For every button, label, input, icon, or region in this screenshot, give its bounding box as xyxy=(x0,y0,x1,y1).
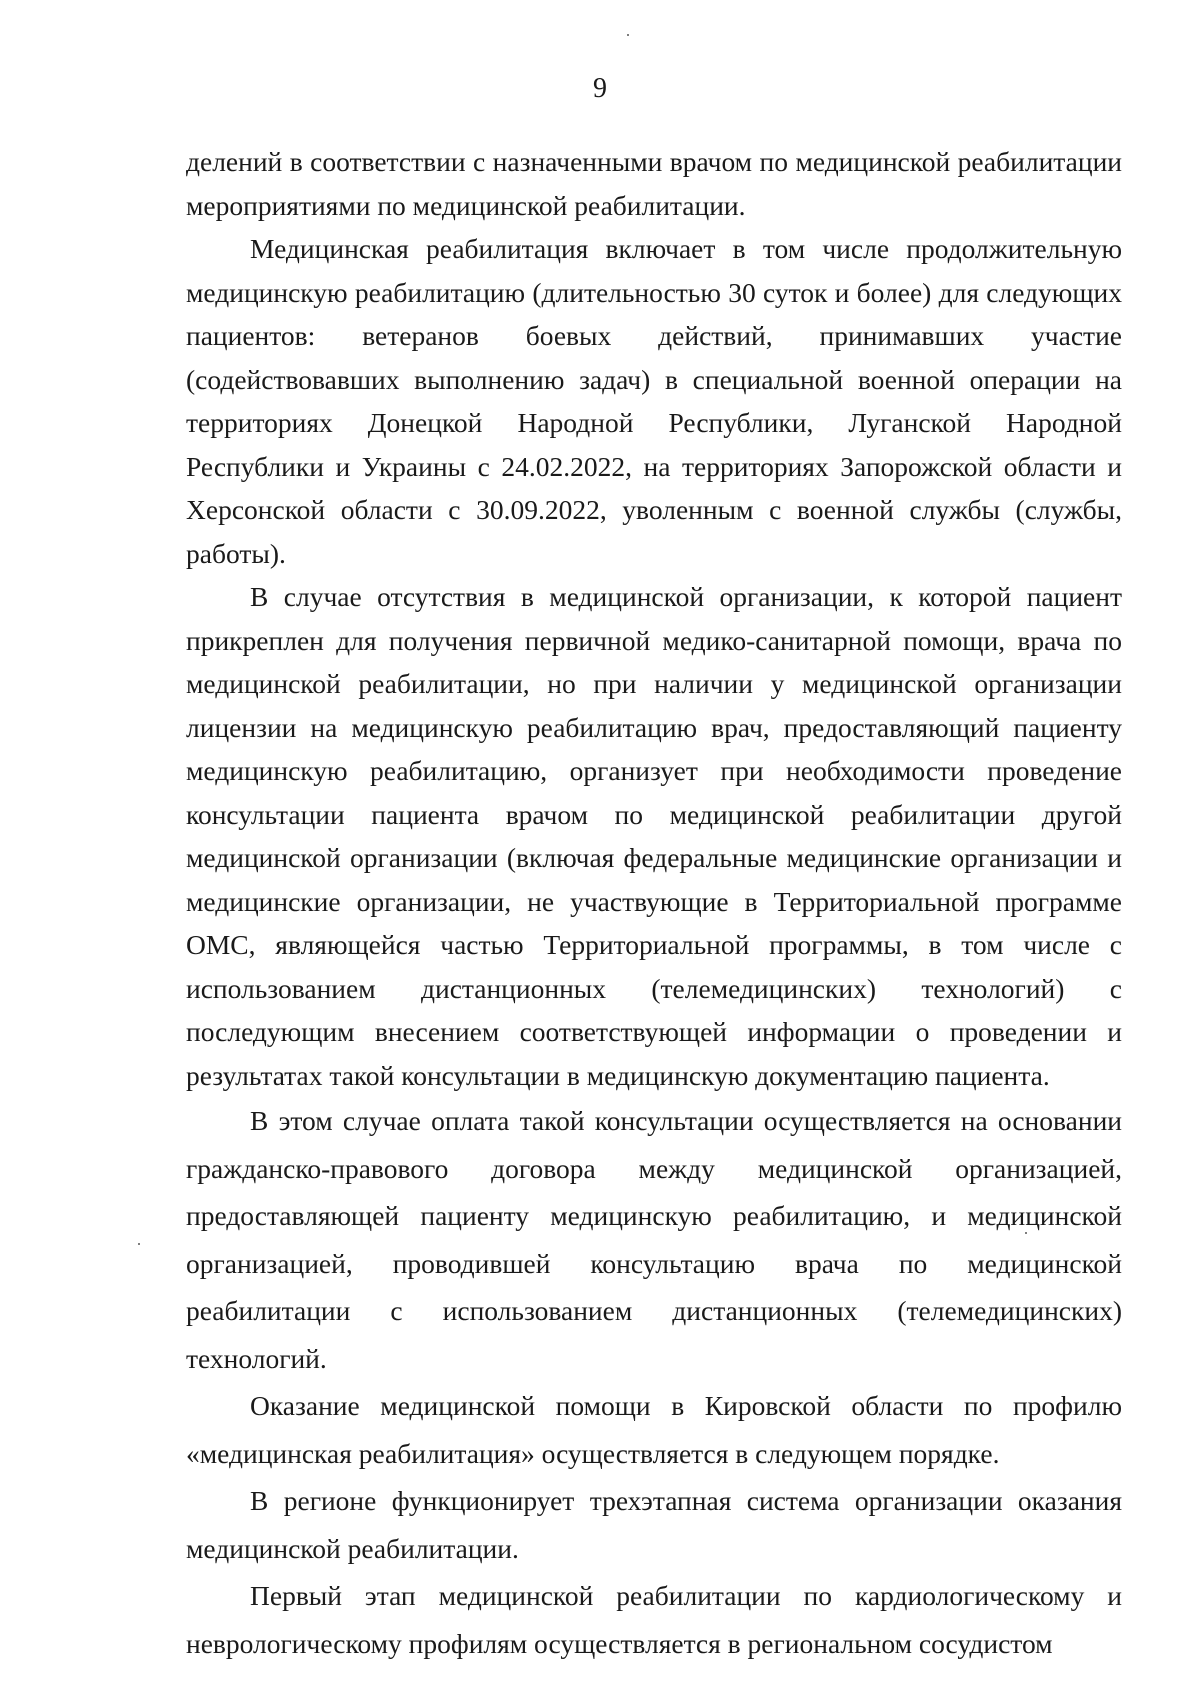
paragraph-continuation: делений в соответствии с назначенными врачом по медицинской реабилитации мероприятиями по медицинской реабилитации. xyxy=(186,146,1122,221)
paragraph: Медицинская реабилитация включает в том числе продолжительную медицинскую реабилитацию (длительностью 30 суток и более) для следующих пациентов: ветеранов боевых действий, принимавших участие (содействовавших выполнению задач) в специальной военной операции на территориях Донецкой Народной Республики, Луганской Народной Республики и Украины с 24.02.2022, на территориях Запорожской области и Херсонской области с 30.09.2022, уволенным с военной службы (службы, работы). xyxy=(186,233,1122,569)
paragraph: В случае отсутствия в медицинской организации, к которой пациент прикреплен для получения первичной медико-санитарной помощи, врача по медицинской реабилитации, но при наличии у медицинской организации лицензии на медицинскую реабилитацию врач, предоставляющий пациенту медицинскую реабилитацию, организует при необходимости проведение консультации пациента врачом по медицинской реабилитации другой медицинской организации (включая федеральные медицинские организации и медицинские организации, не участвующие в Территориальной программе ОМС, являющейся частью Территориальной программы, в том числе с использованием дистанционных (телемедицинских) технологий) с последующим внесением соответствующей информации о проведении и результатах такой консультации в медицинскую документацию пациента. xyxy=(186,581,1122,1091)
scan-speck xyxy=(627,34,629,36)
paragraph: Оказание медицинской помощи в Кировской области по профилю «медицинская реабилитация» осуществляется в следующем порядке. xyxy=(186,1390,1122,1469)
scan-speck xyxy=(138,1243,140,1245)
document-body xyxy=(186,140,1122,1667)
page-number: 9 xyxy=(593,73,607,104)
paragraph: В регионе функционирует трехэтапная система организации оказания медицинской реабилитации. xyxy=(186,1485,1122,1564)
paragraph: В этом случае оплата такой консультации осуществляется на основании гражданско-правового договора между медицинской организацией, предоставляющей пациенту медицинскую реабилитацию, и медицинской организацией, проводившей консультацию врача по медицинской реабилитации с использованием дистанционных (телемедицинских) технологий. xyxy=(186,1105,1122,1374)
scan-speck xyxy=(1025,1232,1027,1234)
paragraph: Первый этап медицинской реабилитации по кардиологическому и неврологическому профилям осуществляется в региональном сосудистом xyxy=(186,1580,1122,1659)
